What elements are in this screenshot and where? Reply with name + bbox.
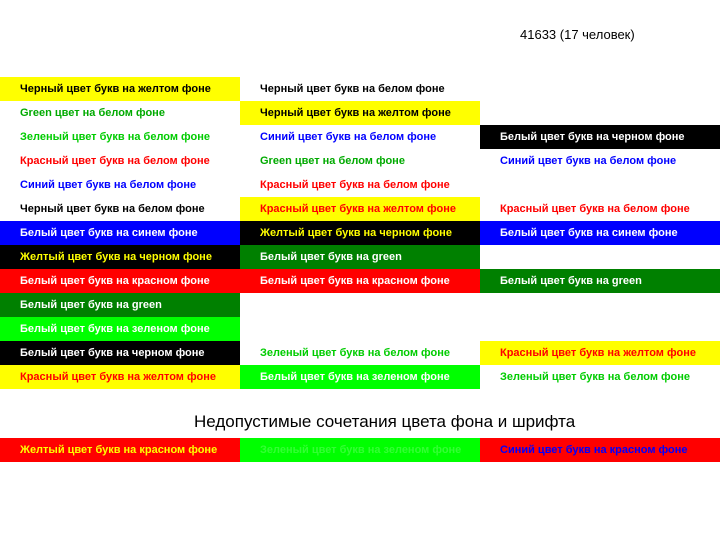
color-sample-cell: Green цвет на белом фоне	[240, 149, 480, 173]
invalid-sample-cell: Синий цвет букв на красном фоне	[480, 438, 720, 462]
color-sample-cell	[480, 245, 720, 269]
color-sample-cell: Черный цвет букв на белом фоне	[240, 77, 480, 101]
color-sample-cell: Зеленый цвет букв на белом фоне	[0, 125, 240, 149]
color-sample-cell: Синий цвет букв на белом фоне	[480, 149, 720, 173]
color-sample-cell: Синий цвет букв на белом фоне	[0, 173, 240, 197]
color-sample-cell: Синий цвет букв на белом фоне	[240, 125, 480, 149]
color-sample-cell	[240, 293, 480, 317]
color-sample-cell: Белый цвет букв на черном фоне	[480, 125, 720, 149]
color-sample-cell	[480, 77, 720, 101]
color-sample-cell: Красный цвет букв на белом фоне	[0, 149, 240, 173]
color-sample-cell: Желтый цвет букв на черном фоне	[240, 221, 480, 245]
color-sample-cell: Красный цвет букв на белом фоне	[240, 173, 480, 197]
color-sample-cell: Белый цвет букв на черном фоне	[0, 341, 240, 365]
color-sample-cell: Зеленый цвет букв на белом фоне	[480, 365, 720, 389]
invalid-sample-cell: Зеленый цвет букв на зеленом фоне	[240, 438, 480, 462]
caption-title: Недопустимые сочетания цвета фона и шрифта	[194, 412, 576, 431]
color-sample-cell: Green цвет на белом фоне	[0, 101, 240, 125]
color-sample-cell: Белый цвет букв на green	[240, 245, 480, 269]
color-sample-cell: Зеленый цвет букв на белом фоне	[240, 341, 480, 365]
header-text: 41633 (17 человек)	[520, 27, 635, 42]
color-sample-cell	[480, 293, 720, 317]
color-sample-cell: Черный цвет букв на желтом фоне	[0, 77, 240, 101]
color-sample-cell: Белый цвет букв на красном фоне	[0, 269, 240, 293]
color-sample-cell: Белый цвет букв на красном фоне	[240, 269, 480, 293]
color-sample-cell: Черный цвет букв на белом фоне	[0, 197, 240, 221]
color-sample-cell: Белый цвет букв на зеленом фоне	[0, 317, 240, 341]
invalid-sample-cell: Желтый цвет букв на красном фоне	[0, 438, 240, 462]
color-sample-cell	[480, 317, 720, 341]
color-sample-cell: Красный цвет букв на желтом фоне	[0, 365, 240, 389]
color-sample-cell: Желтый цвет букв на черном фоне	[0, 245, 240, 269]
color-sample-cell: Белый цвет букв на зеленом фоне	[240, 365, 480, 389]
color-sample-cell	[240, 317, 480, 341]
color-sample-cell: Черный цвет букв на желтом фоне	[240, 101, 480, 125]
color-sample-cell	[480, 101, 720, 125]
color-sample-cell: Белый цвет букв на green	[0, 293, 240, 317]
color-sample-cell: Красный цвет букв на желтом фоне	[240, 197, 480, 221]
color-sample-cell: Белый цвет букв на green	[480, 269, 720, 293]
color-sample-cell: Красный цвет букв на белом фоне	[480, 197, 720, 221]
color-sample-cell: Белый цвет букв на синем фоне	[0, 221, 240, 245]
color-sample-cell: Белый цвет букв на синем фоне	[480, 221, 720, 245]
color-sample-cell: Красный цвет букв на желтом фоне	[480, 341, 720, 365]
color-sample-cell	[480, 173, 720, 197]
